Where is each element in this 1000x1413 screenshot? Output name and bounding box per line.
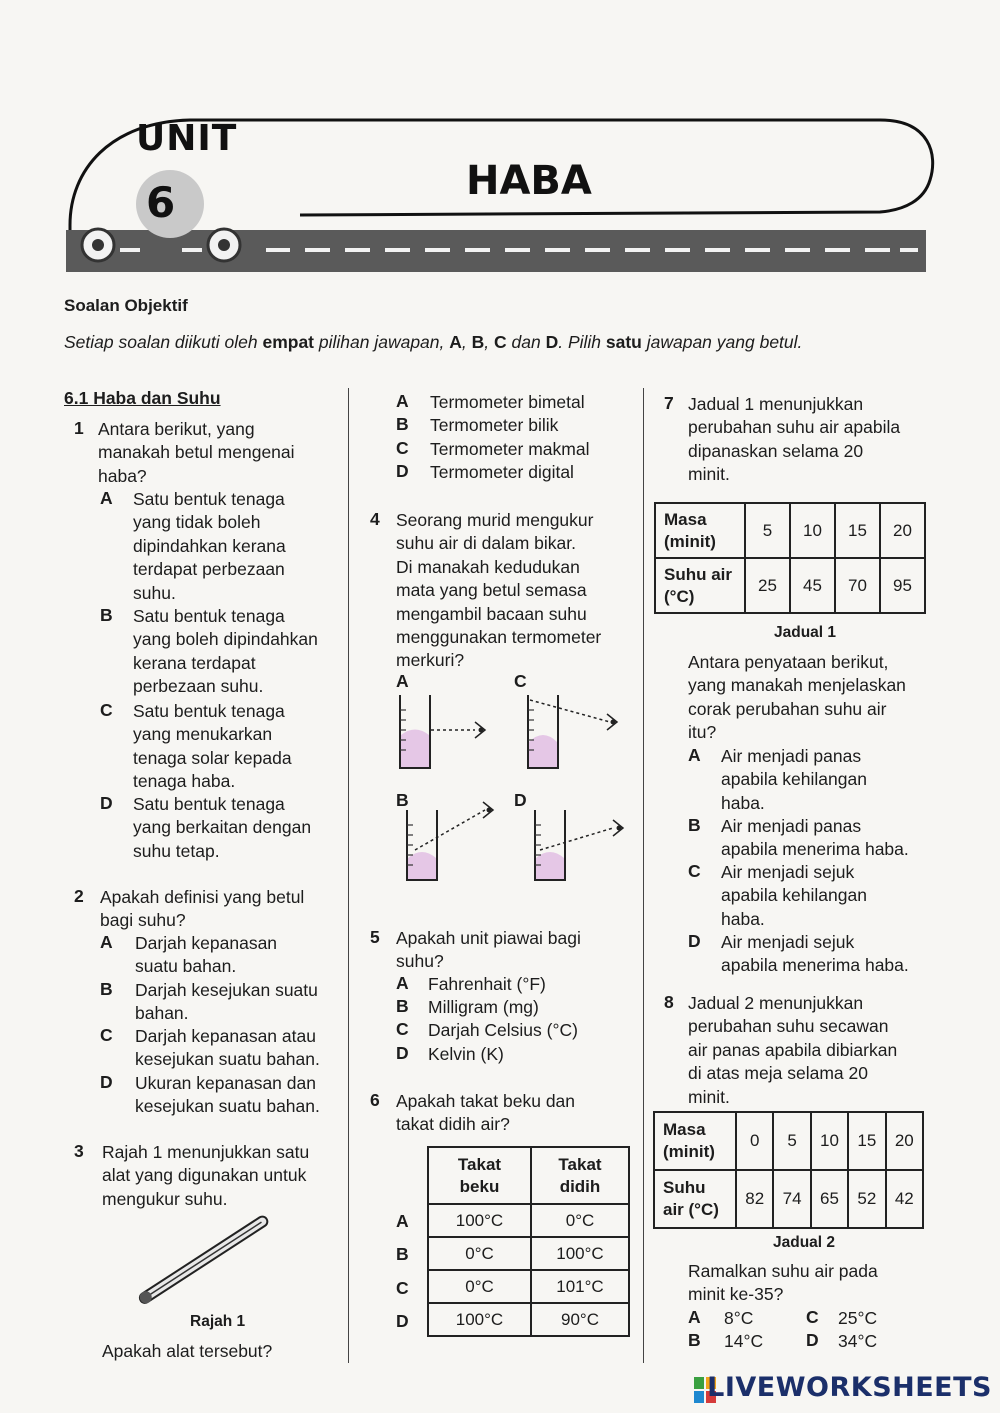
beaker-a — [400, 695, 485, 768]
option-letter: C — [100, 1025, 113, 1045]
question-stem: Jadual 1 menunjukkan perubahan suhu air apabila dipanaskan selama 20 minit. — [688, 394, 901, 485]
column-header: Takat didih — [531, 1147, 629, 1204]
diagram-label: C — [514, 671, 527, 691]
diagram-label: D — [514, 790, 527, 810]
subheading: 6.1 Haba dan Suhu — [64, 388, 221, 408]
option-letter: B — [396, 996, 409, 1016]
question-number: 6 — [370, 1090, 380, 1110]
table-cell: 100°C — [531, 1237, 629, 1270]
beaker-c — [528, 695, 617, 768]
column-divider — [348, 388, 349, 1363]
option-letter: D — [396, 461, 409, 481]
table-caption: Jadual 1 — [774, 624, 837, 641]
option-letter: A — [688, 745, 701, 765]
option-text: Darjah kepanasan atau kesejukan suatu bahan. — [135, 1026, 320, 1070]
option-letter: D — [396, 1043, 409, 1063]
option-text: Termometer bilik — [430, 415, 559, 435]
diagram-label: A — [396, 671, 409, 691]
question-stem: Jadual 2 menunjukkan perubahan suhu secawan air panas apabila dibiarkan di atas meja selama 20 minit. — [688, 993, 898, 1107]
question-text: Apakah alat tersebut? — [102, 1341, 273, 1361]
watermark: LIVEWORKSHEETS — [707, 1372, 992, 1403]
option-text: Termometer digital — [430, 462, 574, 482]
option-text: Air menjadi panas apabila kehilangan haba. — [721, 746, 867, 813]
question-number: 5 — [370, 927, 380, 947]
question-number: 4 — [370, 509, 380, 529]
option-text: Air menjadi sejuk apabila kehilangan haba. — [721, 862, 867, 929]
option-text: Satu bentuk tenaga yang tidak boleh dipindahkan kerana terdapat perbezaan suhu. — [133, 489, 286, 603]
option-letter: B — [100, 979, 113, 999]
question-number: 8 — [664, 992, 674, 1012]
option-letter: C — [806, 1307, 819, 1327]
option-letter: C — [396, 1019, 409, 1039]
option-letter: C — [688, 861, 701, 881]
option-text: Termometer makmal — [430, 439, 590, 459]
option-text: Termometer bimetal — [430, 392, 585, 412]
question-stem: Rajah 1 menunjukkan satu alat yang digunakan untuk mengukur suhu. — [102, 1142, 310, 1209]
table-cell: 0°C — [531, 1204, 629, 1237]
option-letter: A — [396, 391, 409, 411]
option-text: Kelvin (K) — [428, 1044, 504, 1064]
option-letter: A — [100, 932, 113, 952]
option-text: 14°C — [724, 1331, 764, 1351]
option-letter: B — [100, 605, 113, 625]
table-cell: 45 — [790, 558, 835, 613]
option-letter: C — [100, 700, 113, 720]
option-text: Ukuran kepanasan dan kesejukan suatu bahan. — [135, 1073, 320, 1117]
row-header: Masa (minit) — [655, 503, 745, 558]
option-letter: D — [806, 1330, 819, 1350]
table-cell: 10 — [811, 1112, 848, 1170]
question-text: Antara penyataan berikut, yang manakah menjelaskan corak perubahan suhu air itu? — [688, 652, 906, 743]
table-cell: 90°C — [531, 1303, 629, 1336]
question-stem: Apakah takat beku dan takat didih air? — [396, 1091, 576, 1135]
option-text: Milligram (mg) — [428, 997, 539, 1017]
table-cell: 101°C — [531, 1270, 629, 1303]
section-title: Soalan Objektif — [64, 296, 188, 315]
unit-number: 6 — [146, 178, 176, 227]
table-cell: 100°C — [428, 1204, 531, 1237]
option-text: Air menjadi panas apabila menerima haba. — [721, 816, 909, 860]
figure-caption: Rajah 1 — [190, 1313, 246, 1330]
table-cell: 0°C — [428, 1237, 531, 1270]
question-stem: Antara berikut, yang manakah betul mengenai haba? — [98, 419, 295, 486]
option-text: Darjah Celsius (°C) — [428, 1020, 578, 1040]
question-stem: Seorang murid mengukur suhu air di dalam bikar. Di manakah kedudukan mata yang betul semasa mengambil bacaan suhu menggunakan termometer merkuri? — [396, 510, 602, 671]
option-text: Satu bentuk tenaga yang boleh dipindahkan kerana terdapat perbezaan suhu. — [133, 606, 318, 697]
option-letter: D — [100, 793, 113, 813]
option-text: Satu bentuk tenaga yang berkaitan dengan suhu tetap. — [133, 794, 312, 861]
table-cell: 10 — [790, 503, 835, 558]
table-cell: 95 — [880, 558, 925, 613]
row-letter: B — [396, 1244, 409, 1264]
table-cell: 70 — [835, 558, 880, 613]
unit-label: UNIT — [136, 118, 238, 159]
table-jadual-2 — [653, 1111, 924, 1229]
table-cell: 42 — [886, 1170, 923, 1228]
option-text: Darjah kesejukan suatu bahan. — [135, 980, 318, 1024]
table-cell: 0°C — [428, 1270, 531, 1303]
wheel-icon — [208, 229, 240, 261]
option-letter: B — [688, 815, 701, 835]
option-text: Satu bentuk tenaga yang menukarkan tenaga solar kepada tenaga haba. — [133, 701, 292, 792]
instruction-text: Setiap soalan diikuti oleh empat pilihan jawapan, A, B, C dan D. Pilih satu jawapan yang betul. — [64, 332, 803, 352]
diagram-label: B — [396, 790, 409, 810]
option-letter: B — [688, 1330, 701, 1350]
option-letter: A — [100, 488, 113, 508]
column-header: Takat beku — [428, 1147, 531, 1204]
option-letter: A — [396, 973, 409, 993]
row-header: Suhu air (°C) — [655, 558, 745, 613]
row-letter: D — [396, 1311, 409, 1331]
table-cell: 82 — [736, 1170, 773, 1228]
question-stem: Apakah unit piawai bagi suhu? — [396, 928, 581, 972]
row-header: Masa (minit) — [654, 1112, 736, 1170]
table-cell: 15 — [848, 1112, 885, 1170]
option-text: 34°C — [838, 1331, 878, 1351]
question-number: 2 — [74, 886, 84, 906]
table-cell: 65 — [811, 1170, 848, 1228]
table-cell: 20 — [880, 503, 925, 558]
option-text: Fahrenhait (°F) — [428, 974, 546, 994]
question-number: 1 — [74, 418, 84, 438]
wheel-icon — [82, 229, 114, 261]
beaker-b — [407, 802, 493, 880]
table-cell: 5 — [745, 503, 790, 558]
eye-position-diagrams — [385, 680, 645, 890]
table-cell: 25 — [745, 558, 790, 613]
freeze-boil-table — [427, 1146, 630, 1337]
question-stem: Apakah definisi yang betul bagi suhu? — [100, 887, 305, 931]
table-cell: 0 — [736, 1112, 773, 1170]
thermometer-figure — [125, 1205, 285, 1315]
table-caption: Jadual 2 — [773, 1234, 836, 1251]
table-cell: 20 — [886, 1112, 923, 1170]
option-text: Darjah kepanasan suatu bahan. — [135, 933, 278, 977]
row-header: Suhu air (°C) — [654, 1170, 736, 1228]
question-text: Ramalkan suhu air pada minit ke-35? — [688, 1261, 878, 1305]
question-number: 3 — [74, 1141, 84, 1161]
row-letter: A — [396, 1211, 409, 1231]
option-text: Air menjadi sejuk apabila menerima haba. — [721, 932, 909, 976]
option-text: 8°C — [724, 1308, 754, 1328]
table-jadual-1 — [654, 502, 926, 614]
option-text: 25°C — [838, 1308, 878, 1328]
table-cell: 74 — [773, 1170, 810, 1228]
table-cell: 52 — [848, 1170, 885, 1228]
option-letter: D — [100, 1072, 113, 1092]
table-cell: 100°C — [428, 1303, 531, 1336]
table-cell: 5 — [773, 1112, 810, 1170]
beaker-d — [535, 810, 623, 880]
row-letter: C — [396, 1278, 409, 1298]
option-letter: C — [396, 438, 409, 458]
question-number: 7 — [664, 393, 674, 413]
table-cell: 15 — [835, 503, 880, 558]
option-letter: D — [688, 931, 701, 951]
page-title: HABA — [466, 158, 592, 204]
option-letter: B — [396, 414, 409, 434]
option-letter: A — [688, 1307, 701, 1327]
